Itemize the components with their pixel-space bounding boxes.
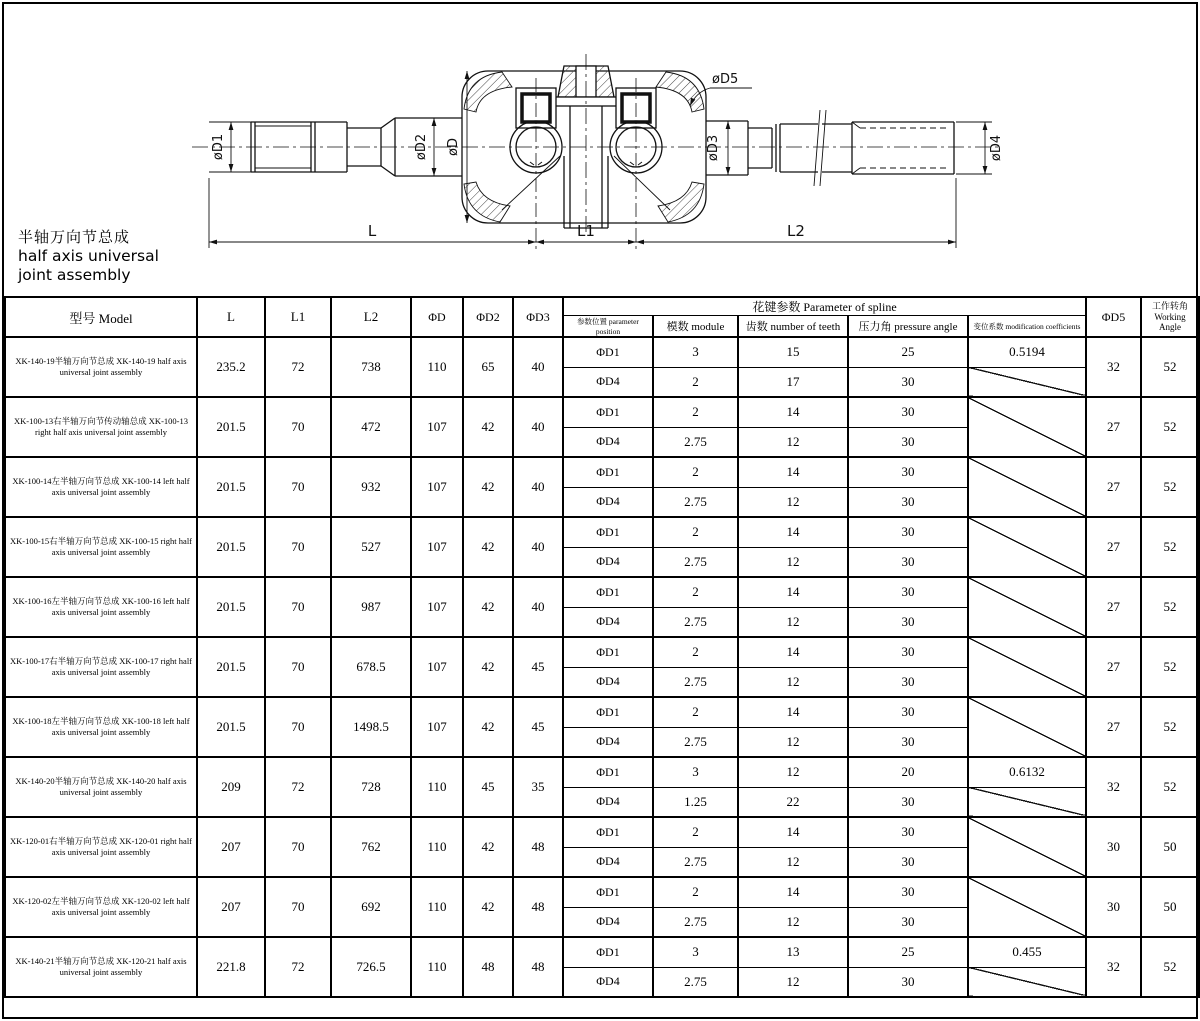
spline-teeth-cell: 14: [738, 577, 848, 607]
d-cell: 107: [411, 517, 463, 577]
spline-teeth-cell: 13: [738, 937, 848, 967]
l-cell: 207: [197, 817, 265, 877]
spline-pressure-angle-cell: 30: [848, 397, 968, 427]
spline-coeff-slash-cell: [968, 397, 1086, 457]
d2-cell: 42: [463, 397, 513, 457]
spline-position-cell: ΦD4: [563, 787, 653, 817]
header-d5: ΦD5: [1086, 297, 1141, 337]
spline-pressure-angle-cell: 30: [848, 967, 968, 997]
header-working-angle-cn: 工作转角: [1151, 300, 1188, 311]
header-spline-group: 花键参数 Parameter of spline: [563, 297, 1086, 316]
spline-position-cell: ΦD1: [563, 577, 653, 607]
l1-cell: 70: [265, 697, 331, 757]
spline-position-cell: ΦD4: [563, 607, 653, 637]
header-pressure-angle: 压力角 pressure angle: [848, 316, 968, 338]
spec-table-header: [5, 297, 1199, 337]
spline-teeth-cell: 12: [738, 727, 848, 757]
d3-cell: 40: [513, 457, 563, 517]
spline-module-cell: 2.75: [653, 847, 738, 877]
dim-label-l1: L1: [577, 222, 595, 240]
spline-teeth-cell: 12: [738, 427, 848, 457]
spline-coeff-slash-cell: [968, 637, 1086, 697]
l2-cell: 1498.5: [331, 697, 411, 757]
header-l2: L2: [331, 297, 411, 337]
d5-cell: 32: [1086, 937, 1141, 997]
header-module: 模数 module: [653, 316, 738, 338]
l-cell: 201.5: [197, 397, 265, 457]
spline-module-cell: 3: [653, 337, 738, 367]
l2-cell: 987: [331, 577, 411, 637]
spline-coeff-cell: 0.5194: [968, 337, 1086, 367]
l-cell: 201.5: [197, 517, 265, 577]
dim-label-d4: øD4: [989, 134, 1004, 162]
spline-module-cell: 3: [653, 937, 738, 967]
d-cell: 107: [411, 457, 463, 517]
assembly-title-en-2: joint assembly: [18, 266, 131, 285]
l2-cell: 472: [331, 397, 411, 457]
working-angle-cell: 52: [1141, 337, 1199, 397]
spline-teeth-cell: 12: [738, 487, 848, 517]
model-cell: XK-140-19半轴万向节总成 XK-140-19 half axis universal joint assembly: [5, 337, 197, 397]
l2-cell: 738: [331, 337, 411, 397]
spline-module-cell: 2.75: [653, 547, 738, 577]
spline-module-cell: 2: [653, 697, 738, 727]
header-l: L: [197, 297, 265, 337]
spline-coeff-slash-cell: [968, 517, 1086, 577]
spline-module-cell: 2.75: [653, 427, 738, 457]
assembly-title-en-1: half axis universal: [18, 246, 159, 265]
spline-coeff-slash-cell: [968, 817, 1086, 877]
spline-module-cell: 2: [653, 397, 738, 427]
spline-position-cell: ΦD1: [563, 817, 653, 847]
header-working-angle: [1141, 297, 1199, 337]
spline-coeff-slash-cell: [968, 877, 1086, 937]
model-cell: XK-120-02左半轴万向节总成 XK-120-02 left half axis universal joint assembly: [5, 877, 197, 937]
spline-pressure-angle-cell: 30: [848, 787, 968, 817]
model-cell: XK-140-20半轴万向节总成 XK-140-20 half axis universal joint assembly: [5, 757, 197, 817]
header-mod-coeff: 变位系数 modification coefficients: [968, 316, 1086, 338]
l1-cell: 70: [265, 397, 331, 457]
spline-teeth-cell: 14: [738, 697, 848, 727]
working-angle-cell: 52: [1141, 937, 1199, 997]
spline-module-cell: 2.75: [653, 907, 738, 937]
d-cell: 107: [411, 577, 463, 637]
d3-cell: 40: [513, 397, 563, 457]
l-cell: 201.5: [197, 577, 265, 637]
spline-position-cell: ΦD4: [563, 727, 653, 757]
spline-pressure-angle-cell: 30: [848, 577, 968, 607]
spline-pressure-angle-cell: 30: [848, 547, 968, 577]
d2-cell: 45: [463, 757, 513, 817]
spline-position-cell: ΦD1: [563, 457, 653, 487]
working-angle-cell: 52: [1141, 397, 1199, 457]
l2-cell: 692: [331, 877, 411, 937]
spline-module-cell: 2: [653, 637, 738, 667]
d2-cell: 48: [463, 937, 513, 997]
spline-position-cell: ΦD1: [563, 517, 653, 547]
l1-cell: 72: [265, 937, 331, 997]
spline-module-cell: 2: [653, 457, 738, 487]
spline-position-cell: ΦD1: [563, 757, 653, 787]
spline-position-cell: ΦD1: [563, 877, 653, 907]
spline-module-cell: 2: [653, 517, 738, 547]
l2-cell: 762: [331, 817, 411, 877]
spline-pressure-angle-cell: 30: [848, 487, 968, 517]
d5-cell: 30: [1086, 817, 1141, 877]
spec-table: [4, 296, 1200, 998]
spline-position-cell: ΦD4: [563, 487, 653, 517]
l2-cell: 726.5: [331, 937, 411, 997]
d2-cell: 42: [463, 637, 513, 697]
spline-teeth-cell: 12: [738, 607, 848, 637]
spline-pressure-angle-cell: 30: [848, 367, 968, 397]
d3-cell: 40: [513, 517, 563, 577]
spline-module-cell: 2: [653, 367, 738, 397]
spline-module-cell: 2.75: [653, 607, 738, 637]
model-cell: XK-100-17右半轴万向节总成 XK-100-17 right half axis universal joint assembly: [5, 637, 197, 697]
working-angle-cell: 50: [1141, 877, 1199, 937]
assembly-title: [18, 228, 188, 286]
spline-position-cell: ΦD4: [563, 907, 653, 937]
d5-cell: 27: [1086, 397, 1141, 457]
d2-cell: 42: [463, 817, 513, 877]
spline-coeff-slash-cell: [968, 697, 1086, 757]
spline-teeth-cell: 22: [738, 787, 848, 817]
header-model: 型号 Model: [5, 297, 197, 337]
spline-pressure-angle-cell: 30: [848, 817, 968, 847]
d3-cell: 48: [513, 817, 563, 877]
spline-teeth-cell: 14: [738, 877, 848, 907]
spline-module-cell: 2.75: [653, 487, 738, 517]
d3-cell: 48: [513, 877, 563, 937]
spline-pressure-angle-cell: 30: [848, 847, 968, 877]
spline-pressure-angle-cell: 30: [848, 877, 968, 907]
l1-cell: 70: [265, 577, 331, 637]
d5-cell: 27: [1086, 577, 1141, 637]
d-cell: 107: [411, 697, 463, 757]
spline-position-cell: ΦD1: [563, 637, 653, 667]
spline-module-cell: 2.75: [653, 727, 738, 757]
dim-label-d2: øD2: [414, 133, 429, 161]
l-cell: 201.5: [197, 457, 265, 517]
spline-pressure-angle-cell: 30: [848, 697, 968, 727]
spline-position-cell: ΦD1: [563, 697, 653, 727]
header-teeth: 齿数 number of teeth: [738, 316, 848, 338]
l1-cell: 70: [265, 637, 331, 697]
d2-cell: 42: [463, 517, 513, 577]
d5-cell: 30: [1086, 877, 1141, 937]
working-angle-cell: 50: [1141, 817, 1199, 877]
l1-cell: 70: [265, 817, 331, 877]
spline-coeff-cell: 0.455: [968, 937, 1086, 967]
spline-module-cell: 3: [653, 757, 738, 787]
spline-position-cell: ΦD4: [563, 667, 653, 697]
d5-cell: 32: [1086, 757, 1141, 817]
spline-teeth-cell: 15: [738, 337, 848, 367]
l1-cell: 72: [265, 337, 331, 397]
d2-cell: 42: [463, 877, 513, 937]
spline-position-cell: ΦD1: [563, 937, 653, 967]
l-cell: 209: [197, 757, 265, 817]
l-cell: 235.2: [197, 337, 265, 397]
d-cell: 110: [411, 757, 463, 817]
d5-cell: 27: [1086, 637, 1141, 697]
d2-cell: 42: [463, 457, 513, 517]
spline-teeth-cell: 14: [738, 517, 848, 547]
d3-cell: 40: [513, 337, 563, 397]
l-cell: 201.5: [197, 637, 265, 697]
l2-cell: 678.5: [331, 637, 411, 697]
spline-coeff-slash-cell: [968, 787, 1086, 817]
spline-teeth-cell: 12: [738, 667, 848, 697]
working-angle-cell: 52: [1141, 517, 1199, 577]
spline-module-cell: 2.75: [653, 667, 738, 697]
spline-teeth-cell: 12: [738, 967, 848, 997]
spline-teeth-cell: 14: [738, 397, 848, 427]
spline-pressure-angle-cell: 30: [848, 427, 968, 457]
spline-module-cell: 2: [653, 877, 738, 907]
l1-cell: 72: [265, 757, 331, 817]
spline-pressure-angle-cell: 20: [848, 757, 968, 787]
dim-label-d: øD: [446, 138, 461, 156]
spline-position-cell: ΦD4: [563, 367, 653, 397]
model-cell: XK-100-16左半轴万向节总成 XK-100-16 left half axis universal joint assembly: [5, 577, 197, 637]
spline-coeff-slash-cell: [968, 967, 1086, 997]
spline-coeff-slash-cell: [968, 577, 1086, 637]
l-cell: 201.5: [197, 697, 265, 757]
l-cell: 207: [197, 877, 265, 937]
dim-label-d5: øD5: [712, 72, 739, 87]
technical-drawing-area: [4, 4, 1196, 296]
l2-cell: 527: [331, 517, 411, 577]
l1-cell: 70: [265, 877, 331, 937]
header-working-angle-en: Working Angle: [1154, 311, 1186, 333]
working-angle-cell: 52: [1141, 457, 1199, 517]
spline-teeth-cell: 12: [738, 847, 848, 877]
header-d2: ΦD2: [463, 297, 513, 337]
spline-module-cell: 2.75: [653, 967, 738, 997]
spline-pressure-angle-cell: 25: [848, 937, 968, 967]
spline-pressure-angle-cell: 30: [848, 907, 968, 937]
drawing-sheet: [2, 2, 1198, 1019]
spline-coeff-slash-cell: [968, 457, 1086, 517]
spline-position-cell: ΦD4: [563, 427, 653, 457]
working-angle-cell: 52: [1141, 697, 1199, 757]
working-angle-cell: 52: [1141, 757, 1199, 817]
dim-label-d3: øD3: [706, 134, 721, 162]
d-cell: 107: [411, 637, 463, 697]
model-cell: XK-100-15右半轴万向节总成 XK-100-15 right half axis universal joint assembly: [5, 517, 197, 577]
d3-cell: 35: [513, 757, 563, 817]
spline-pressure-angle-cell: 30: [848, 607, 968, 637]
spline-position-cell: ΦD4: [563, 547, 653, 577]
l2-cell: 932: [331, 457, 411, 517]
spline-position-cell: ΦD4: [563, 967, 653, 997]
spline-teeth-cell: 14: [738, 457, 848, 487]
spline-pressure-angle-cell: 30: [848, 667, 968, 697]
spline-pressure-angle-cell: 25: [848, 337, 968, 367]
header-l1: L1: [265, 297, 331, 337]
model-cell: XK-140-21半轴万向节总成 XK-120-21 half axis universal joint assembly: [5, 937, 197, 997]
working-angle-cell: 52: [1141, 577, 1199, 637]
l1-cell: 70: [265, 457, 331, 517]
model-cell: XK-100-14左半轴万向节总成 XK-100-14 left half axis universal joint assembly: [5, 457, 197, 517]
spline-teeth-cell: 17: [738, 367, 848, 397]
spline-teeth-cell: 14: [738, 817, 848, 847]
d3-cell: 45: [513, 697, 563, 757]
header-d3: ΦD3: [513, 297, 563, 337]
d3-cell: 45: [513, 637, 563, 697]
d5-cell: 32: [1086, 337, 1141, 397]
model-cell: XK-100-13右半轴万向节传动轴总成 XK-100-13 right half axis universal joint assembly: [5, 397, 197, 457]
spline-module-cell: 1.25: [653, 787, 738, 817]
spline-module-cell: 2: [653, 577, 738, 607]
d2-cell: 42: [463, 577, 513, 637]
spline-position-cell: ΦD1: [563, 337, 653, 367]
d-cell: 110: [411, 877, 463, 937]
model-cell: XK-100-18左半轴万向节总成 XK-100-18 left half axis universal joint assembly: [5, 697, 197, 757]
l1-cell: 70: [265, 517, 331, 577]
d2-cell: 65: [463, 337, 513, 397]
l-cell: 221.8: [197, 937, 265, 997]
assembly-title-cn: 半轴万向节总成: [18, 228, 131, 246]
spline-position-cell: ΦD1: [563, 397, 653, 427]
header-param-position: 参数位置 parameter position: [563, 316, 653, 338]
spline-teeth-cell: 12: [738, 547, 848, 577]
model-cell: XK-120-01右半轴万向节总成 XK-120-01 right half axis universal joint assembly: [5, 817, 197, 877]
working-angle-cell: 52: [1141, 637, 1199, 697]
spline-teeth-cell: 12: [738, 757, 848, 787]
spline-module-cell: 2: [653, 817, 738, 847]
d5-cell: 27: [1086, 517, 1141, 577]
spec-table-body: [5, 337, 1199, 997]
d-cell: 107: [411, 397, 463, 457]
l2-cell: 728: [331, 757, 411, 817]
spline-pressure-angle-cell: 30: [848, 727, 968, 757]
header-d: ΦD: [411, 297, 463, 337]
d3-cell: 40: [513, 577, 563, 637]
spline-coeff-cell: 0.6132: [968, 757, 1086, 787]
spline-teeth-cell: 12: [738, 907, 848, 937]
dim-label-l: L: [367, 222, 377, 240]
d5-cell: 27: [1086, 457, 1141, 517]
spline-teeth-cell: 14: [738, 637, 848, 667]
spline-coeff-slash-cell: [968, 367, 1086, 397]
d-cell: 110: [411, 937, 463, 997]
spline-pressure-angle-cell: 30: [848, 517, 968, 547]
d-cell: 110: [411, 337, 463, 397]
spline-pressure-angle-cell: 30: [848, 637, 968, 667]
spline-pressure-angle-cell: 30: [848, 457, 968, 487]
dim-label-l2: L2: [787, 222, 805, 240]
d2-cell: 42: [463, 697, 513, 757]
d-cell: 110: [411, 817, 463, 877]
dim-label-d1: øD1: [211, 133, 226, 161]
spline-position-cell: ΦD4: [563, 847, 653, 877]
d3-cell: 48: [513, 937, 563, 997]
d5-cell: 27: [1086, 697, 1141, 757]
